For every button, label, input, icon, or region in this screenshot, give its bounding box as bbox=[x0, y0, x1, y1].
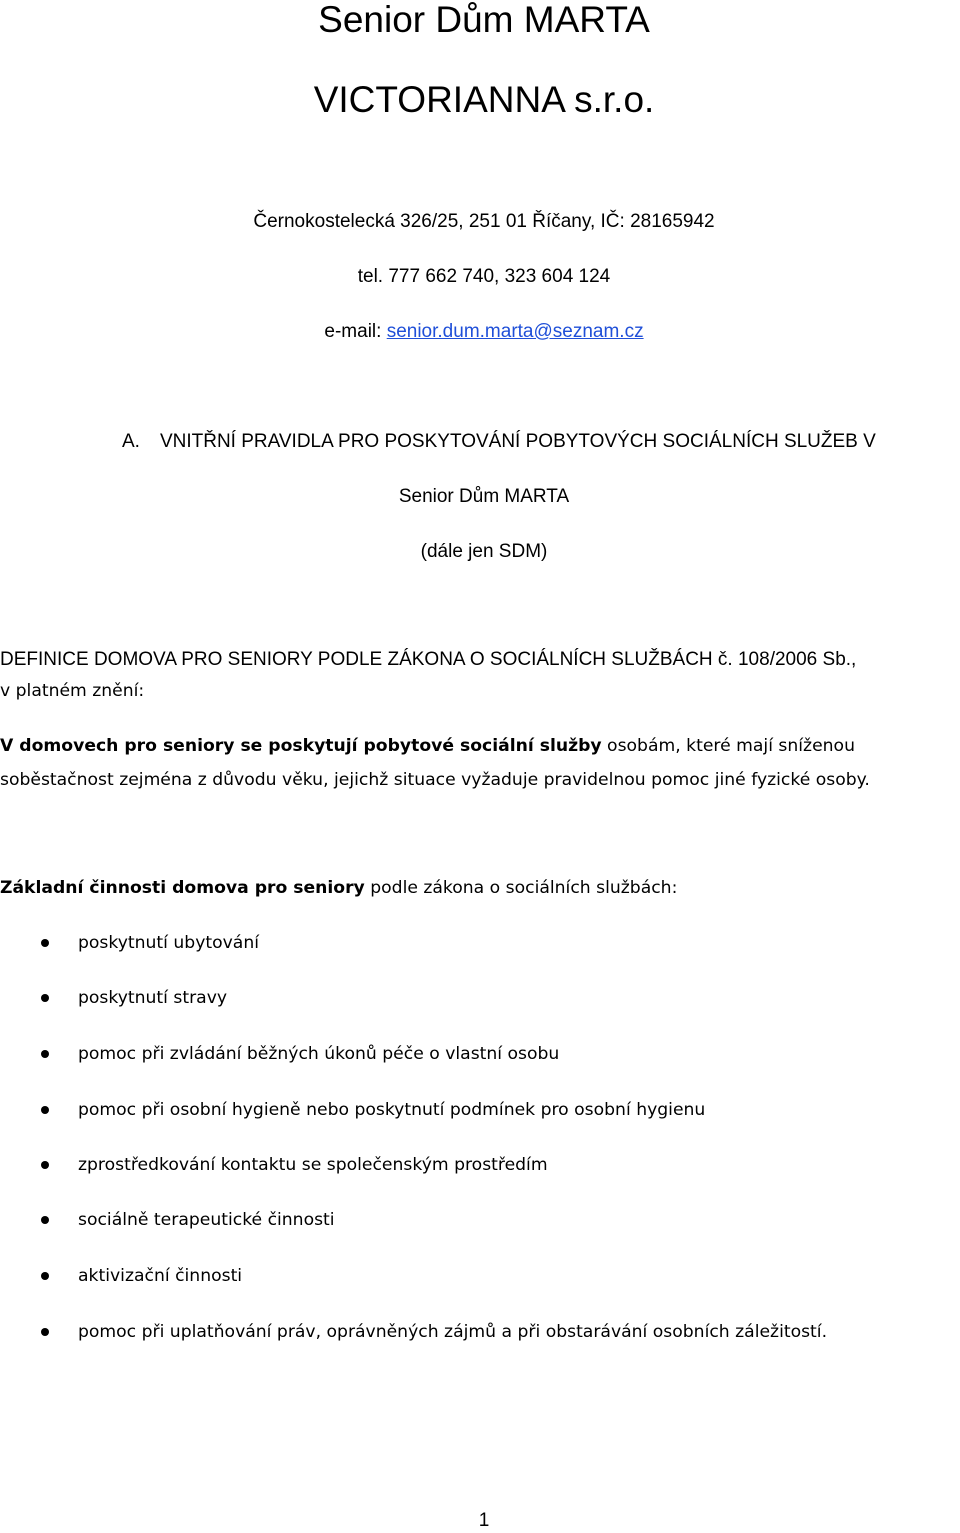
email-link[interactable]: senior.dum.marta@seznam.cz bbox=[386, 321, 644, 342]
definition-line-1 bbox=[0, 734, 855, 758]
list-item-text: poskytnutí stravy bbox=[78, 988, 228, 1008]
facility-name: Senior Dům MARTA bbox=[398, 486, 570, 507]
page-number: 1 bbox=[478, 1510, 490, 1531]
list-item bbox=[0, 1208, 960, 1232]
section-a-heading bbox=[122, 430, 876, 454]
list-item bbox=[0, 986, 960, 1010]
company-name: VICTORIANNA s.r.o. bbox=[313, 79, 655, 120]
section-a-number: A. bbox=[122, 431, 140, 452]
list-item bbox=[0, 1153, 960, 1177]
bullet-icon bbox=[41, 1272, 49, 1280]
email-label: e-mail: bbox=[324, 321, 387, 342]
bullet-icon bbox=[41, 1106, 49, 1114]
abbreviation-note: (dále jen SDM) bbox=[420, 541, 548, 562]
list-item-text: sociálně terapeutické činnosti bbox=[78, 1210, 335, 1230]
bullet-icon bbox=[41, 1161, 49, 1169]
definition-line-1-rest: osobám, které mají sníženou bbox=[601, 736, 855, 756]
list-item-text: pomoc při uplatňování práv, oprávněných zájmů a při obstarávání osobních záležitostí. bbox=[78, 1322, 828, 1342]
definition-line-1-bold: V domovech pro seniory se poskytují pobytové sociální služby bbox=[0, 736, 602, 756]
list-item-text: pomoc při zvládání běžných úkonů péče o vlastní osobu bbox=[78, 1044, 560, 1064]
list-item bbox=[0, 1042, 960, 1066]
definition-heading: DEFINICE DOMOVA PRO SENIORY PODLE ZÁKONA O SOCIÁLNÍCH SLUŽBÁCH č. 108/2006 Sb., bbox=[0, 649, 857, 670]
bullet-icon bbox=[41, 1216, 49, 1224]
section-a-title: VNITŘNÍ PRAVIDLA PRO POSKYTOVÁNÍ POBYTOVÝCH SOCIÁLNÍCH SLUŽEB V bbox=[159, 431, 876, 452]
list-item-text: aktivizační činnosti bbox=[78, 1266, 243, 1286]
activities-intro-rest: podle zákona o sociálních službách: bbox=[364, 878, 678, 898]
list-item bbox=[0, 1264, 960, 1288]
bullet-icon bbox=[41, 1328, 49, 1336]
definition-subheading: v platném znění: bbox=[0, 681, 145, 701]
definition-line-2: soběstačnost zejména z důvodu věku, jejichž situace vyžaduje pravidelnou pomoc jiné fyzické osoby. bbox=[0, 770, 870, 790]
address-line: Černokostelecká 326/25, 251 01 Říčany, IČ: 28165942 bbox=[253, 211, 715, 232]
list-item-text: zprostředkování kontaktu se společenským prostředím bbox=[78, 1155, 548, 1175]
phone-line: tel. 777 662 740, 323 604 124 bbox=[357, 266, 611, 287]
activities-intro-bold: Základní činnosti domova pro seniory bbox=[0, 878, 365, 898]
list-item bbox=[0, 1098, 960, 1122]
bullet-icon bbox=[41, 1050, 49, 1058]
page-title: Senior Dům MARTA bbox=[318, 0, 650, 40]
list-item-text: pomoc při osobní hygieně nebo poskytnutí podmínek pro osobní hygienu bbox=[78, 1100, 706, 1120]
email-line bbox=[0, 320, 960, 344]
bullet-icon bbox=[41, 939, 49, 947]
list-item bbox=[0, 931, 960, 955]
activities-intro bbox=[0, 876, 677, 900]
list-item-text: poskytnutí ubytování bbox=[78, 933, 259, 953]
list-item bbox=[0, 1320, 960, 1344]
bullet-icon bbox=[41, 994, 49, 1002]
